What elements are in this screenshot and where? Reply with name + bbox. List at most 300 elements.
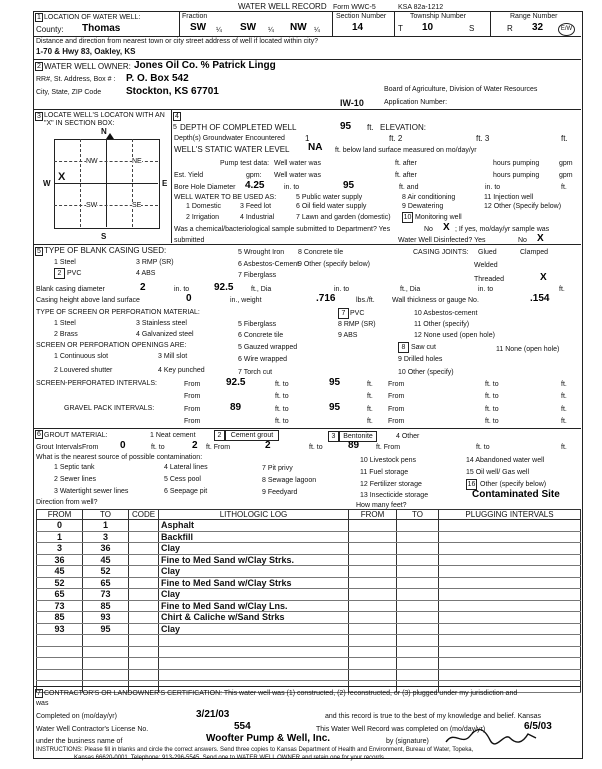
gpi-ft: ft. xyxy=(367,406,373,413)
section-6-marker: 6 xyxy=(35,430,43,439)
log-plug-to xyxy=(397,600,439,612)
yield-gpm: gpm: xyxy=(246,172,262,179)
log-header-plugging: PLUGGING INTERVALS xyxy=(439,510,581,520)
blank-in-to3: in. to xyxy=(478,286,494,293)
log-from xyxy=(37,658,83,670)
gw-ft: ft. xyxy=(561,134,568,143)
groundwater-label: Depth(s) Groundwater Encountered xyxy=(174,135,285,142)
log-code xyxy=(129,635,159,647)
use-3: 3 Feed lot xyxy=(240,203,272,210)
quarter-mark: ¼ xyxy=(314,27,320,34)
log-to: 36 xyxy=(83,543,129,555)
log-lithology: Chirt & Caliche w/Sand Strks xyxy=(159,612,349,624)
chem-label: Was a chemical/bacteriological sample submitted to Department? Yes xyxy=(174,226,391,233)
screen-label: TYPE OF SCREEN OR PERFORATION MATERIAL: xyxy=(36,309,200,316)
log-to xyxy=(83,658,129,670)
owner-value: Jones Oil Co. % Patrick Lingg xyxy=(134,60,276,71)
opening-11: 11 None (open hole) xyxy=(496,346,560,353)
business-label: under the business name of xyxy=(36,738,123,745)
depth-label: DEPTH OF COMPLETED WELL xyxy=(180,123,297,132)
use-8: 8 Air conditioning xyxy=(402,194,456,201)
source-9: 9 Feedyard xyxy=(262,489,298,496)
screen-9: 9 ABS xyxy=(338,332,358,339)
section-7-marker: 7 xyxy=(35,689,43,698)
openings-label: SCREEN OR PERFORATION OPENINGS ARE: xyxy=(36,342,187,349)
blank-ft-dia: ft., Dia xyxy=(251,286,272,293)
log-lithology: Clay xyxy=(159,543,349,555)
source-14: 14 Abandoned water well xyxy=(466,457,545,464)
spi-from2: From xyxy=(388,381,405,388)
wall-label: Wall thickness or gauge No. xyxy=(392,297,479,304)
fraction-2: SW xyxy=(240,22,257,33)
use-9: 9 Dewatering xyxy=(402,203,444,210)
log-lithology: Fine to Med Sand w/Clay Strks xyxy=(159,577,349,589)
log-code xyxy=(129,623,159,635)
log-plug-from xyxy=(349,566,397,578)
log-header-code: CODE xyxy=(129,510,159,520)
record-date: 6/5/03 xyxy=(524,721,552,732)
township-label: Township Number xyxy=(410,13,467,20)
log-plug-from xyxy=(349,577,397,589)
log-lithology xyxy=(159,658,349,670)
log-to: 3 xyxy=(83,531,129,543)
log-plug-from xyxy=(349,612,397,624)
blank-in-to: in. to xyxy=(174,286,190,293)
log-plug-to xyxy=(397,669,439,681)
log-code xyxy=(129,577,159,589)
contaminated-site: Contaminated Site xyxy=(472,489,560,500)
disinfected-label: Water Well Disinfected? Yes xyxy=(398,237,486,244)
source-3: 3 Watertight sewer lines xyxy=(54,488,129,495)
log-code xyxy=(129,612,159,624)
log-from: 93 xyxy=(37,623,83,635)
log-code xyxy=(129,658,159,670)
log-code xyxy=(129,543,159,555)
grout-from1: 0 xyxy=(120,440,126,451)
gpi-from2: From xyxy=(388,406,405,413)
board-text: Board of Agriculture, Division of Water Resources xyxy=(384,86,538,93)
blank-ft-dia2: ft., Dia xyxy=(400,286,421,293)
application-label: Application Number: xyxy=(384,99,448,106)
log-row xyxy=(37,566,581,578)
grout-cement: Cement grout xyxy=(225,430,279,441)
chem-x: X xyxy=(443,222,450,233)
opening-9: 9 Drilled holes xyxy=(398,356,443,363)
depth-value: 95 xyxy=(340,121,352,132)
log-plugging xyxy=(439,577,581,589)
bore-value: 4.25 xyxy=(245,180,265,191)
opening-6: 6 Wire wrapped xyxy=(238,356,288,363)
grout-ft-end: ft. xyxy=(561,444,567,451)
location-heading: LOCATION OF WATER WELL: xyxy=(44,14,141,21)
log-from: 45 xyxy=(37,566,83,578)
screen-6: 6 Concrete tile xyxy=(238,332,284,339)
log-plugging xyxy=(439,623,581,635)
screen-10: 10 Asbestos-cement xyxy=(414,310,478,317)
log-plug-to xyxy=(397,589,439,601)
iw-number: IW-10 xyxy=(340,98,364,108)
screen-pvc: PVC xyxy=(350,310,365,317)
use-5: 5 Public water supply xyxy=(296,194,363,201)
quarter-mark: ¼ xyxy=(216,27,222,34)
arrow-up-icon xyxy=(106,129,114,145)
section-box xyxy=(54,139,160,229)
use-10-label: Monitoring well xyxy=(415,214,462,221)
log-to: 95 xyxy=(83,623,129,635)
screen-intervals-label: SCREEN-PERFORATED INTERVALS: xyxy=(36,380,157,387)
source-11: 11 Fuel storage xyxy=(360,469,409,476)
log-from xyxy=(37,669,83,681)
log-plug-from xyxy=(349,600,397,612)
grout-ft-from2: ft. From xyxy=(376,444,401,451)
opening-10: 10 Other (specify) xyxy=(398,369,454,376)
log-from: 85 xyxy=(37,612,83,624)
log-plug-to xyxy=(397,658,439,670)
log-plug-to xyxy=(397,635,439,647)
yield-hours: hours pumping xyxy=(493,172,540,179)
log-row xyxy=(37,600,581,612)
log-plugging xyxy=(439,589,581,601)
log-code xyxy=(129,566,159,578)
spi-ft2: ft. xyxy=(561,381,567,388)
screen-11: 11 Other (specify) xyxy=(414,321,470,328)
fraction-1: SW xyxy=(190,22,207,33)
casing-4: 4 ABS xyxy=(136,270,156,277)
use-11: 11 Injection well xyxy=(484,194,534,201)
use-label: WELL WATER TO BE USED AS: xyxy=(174,194,277,201)
casing-2-box: 2 xyxy=(54,268,65,279)
blank-diameter: 2 xyxy=(140,282,146,293)
log-from: 0 xyxy=(37,520,83,532)
gravel-intervals-label: GRAVEL PACK INTERVALS: xyxy=(64,405,155,412)
log-to: 65 xyxy=(83,577,129,589)
gpi-to: 95 xyxy=(329,402,341,413)
source-1: 1 Septic tank xyxy=(54,464,95,471)
log-from xyxy=(37,635,83,647)
casing-3: 3 RMP (SR) xyxy=(136,259,174,266)
log-code xyxy=(129,520,159,532)
certification-text: CONTRACTOR'S OR LANDOWNER'S CERTIFICATION: This water well was (1) constructed, (2) reconstructed, or (3) plugged under my jurisdiction and xyxy=(44,690,518,697)
ksa-number: KSA 82a-1212 xyxy=(398,4,444,11)
casing-1: 1 Steel xyxy=(54,259,76,266)
casing-8: 8 Concrete tile xyxy=(298,249,344,256)
joints-clamped: Clamped xyxy=(520,249,549,256)
grout-from2: 2 xyxy=(265,440,271,451)
source-5: 5 Cess pool xyxy=(164,476,201,483)
log-lithology xyxy=(159,669,349,681)
screen-2: 2 Brass xyxy=(54,331,78,338)
log-plug-to xyxy=(397,577,439,589)
business-name: Woofter Pump & Well, Inc. xyxy=(206,733,331,744)
opening-saw-cut: Saw cut xyxy=(411,344,436,351)
casing-6: 6 Asbestos-Cement xyxy=(238,261,300,268)
bore-ft: ft. xyxy=(561,184,567,191)
section-3-marker: 3 xyxy=(35,112,43,121)
use-12: 12 Other (Specify below) xyxy=(484,203,562,210)
log-row xyxy=(37,554,581,566)
section-1-marker: 1 xyxy=(35,13,43,22)
grout-2-box: 2 xyxy=(214,430,225,441)
section-2-marker: 2 xyxy=(35,62,43,71)
source-16-box: 16 xyxy=(467,481,476,488)
grout-ft-to3: ft. to xyxy=(476,444,490,451)
completed-label: Completed on (mo/day/yr) xyxy=(36,713,117,720)
log-from: 36 xyxy=(37,554,83,566)
south-label: S xyxy=(101,232,107,241)
gpi-from-label: From xyxy=(184,406,201,413)
spi-from: 92.5 xyxy=(226,377,246,388)
instructions-line-2: Kansas 66620-0001. Telephone: 913-296-5545. Send one to WATER WELL OWNER and retain one for your records. xyxy=(74,755,386,761)
casing-label: TYPE OF BLANK CASING USED: xyxy=(44,246,167,255)
screen-3: 3 Stainless steel xyxy=(136,320,187,327)
pump-ft-after: ft. after xyxy=(395,160,417,167)
by-signature: by (signature) xyxy=(386,738,429,745)
log-plugging xyxy=(439,658,581,670)
township-s: S xyxy=(469,24,475,33)
log-plugging xyxy=(439,646,581,658)
yield-well-water: Well water was xyxy=(274,172,321,179)
log-plugging xyxy=(439,635,581,647)
log-plug-to xyxy=(397,646,439,658)
gpi-ft-to2: ft. to xyxy=(485,406,499,413)
log-lithology: Clay xyxy=(159,589,349,601)
log-plug-to xyxy=(397,566,439,578)
north-label: N xyxy=(101,127,107,136)
log-from: 73 xyxy=(37,600,83,612)
grout-4: 4 Other xyxy=(396,433,420,440)
height-label: Casing height above land surface xyxy=(36,297,140,304)
section-number-label: Section Number xyxy=(336,13,387,20)
log-plugging xyxy=(439,554,581,566)
gpi-ft-to4: ft. to xyxy=(485,418,499,425)
grout-from-label: From xyxy=(82,444,99,451)
log-row xyxy=(37,612,581,624)
elevation-label: ELEVATION: xyxy=(380,123,426,132)
log-plugging xyxy=(439,600,581,612)
use-2: 2 Irrigation xyxy=(186,214,220,221)
how-many-feet: How many feet? xyxy=(356,502,407,509)
log-to: 1 xyxy=(83,520,129,532)
spi-ft: ft. xyxy=(367,381,373,388)
log-to: 85 xyxy=(83,600,129,612)
opening-8-box: 8 xyxy=(398,342,409,353)
grout-to1: 2 xyxy=(192,440,198,451)
log-to xyxy=(83,669,129,681)
log-plug-from xyxy=(349,623,397,635)
log-plug-to xyxy=(397,623,439,635)
log-from: 3 xyxy=(37,543,83,555)
distance-label: Distance and direction from nearest town or city street address of well if located within city? xyxy=(36,38,319,45)
joints-welded: Welded xyxy=(474,262,498,269)
owner-label: WATER WELL OWNER: xyxy=(44,62,131,71)
log-plug-to xyxy=(397,531,439,543)
log-row xyxy=(37,577,581,589)
log-to xyxy=(83,635,129,647)
range-label: Range Number xyxy=(510,13,558,20)
spi-ft4: ft. xyxy=(561,393,567,400)
fraction-label: Fraction xyxy=(182,13,208,20)
west-label: W xyxy=(43,179,51,188)
static-label: WELL'S STATIC WATER LEVEL xyxy=(174,145,290,154)
screen-8: 8 RMP (SR) xyxy=(338,321,376,328)
log-code xyxy=(129,646,159,658)
log-plug-from xyxy=(349,635,397,647)
casing-pvc: PVC xyxy=(67,270,82,277)
gpi-ft3: ft. xyxy=(367,418,373,425)
log-header-from: FROM xyxy=(37,510,83,520)
log-plugging xyxy=(439,520,581,532)
log-plug-to xyxy=(397,612,439,624)
log-lithology: Clay xyxy=(159,566,349,578)
log-code xyxy=(129,554,159,566)
yield-label: Est. Yield xyxy=(174,172,204,179)
blank-ft: ft. xyxy=(559,286,565,293)
blank-label: Blank casing diameter xyxy=(36,286,105,293)
gpi-ft2: ft. xyxy=(561,406,567,413)
opening-1: 1 Continuous slot xyxy=(54,353,109,360)
nw-label: NW xyxy=(86,158,98,165)
log-from: 1 xyxy=(37,531,83,543)
log-code xyxy=(129,589,159,601)
log-plugging xyxy=(439,543,581,555)
log-lithology: Clay xyxy=(159,623,349,635)
gauge-value: .154 xyxy=(530,293,550,304)
gpi-ft4: ft. xyxy=(561,418,567,425)
log-to: 73 xyxy=(83,589,129,601)
casing-9: 9 Other (specify below) xyxy=(298,261,370,268)
log-plugging xyxy=(439,531,581,543)
east-label: E xyxy=(162,179,168,188)
blank-to: 92.5 xyxy=(214,282,234,293)
log-plug-from xyxy=(349,658,397,670)
instructions-line-1: INSTRUCTIONS: Please fill in blanks and circle the correct answers. Send three copies to Kansas Department of Health and Environment, Bureau of Water, Topeka, xyxy=(36,747,474,753)
casing-5: 5 Wrought Iron xyxy=(238,249,285,256)
yield-gpm2: gpm xyxy=(559,172,573,179)
log-row xyxy=(37,520,581,532)
spi-ft-to3: ft. to xyxy=(275,393,289,400)
submitted-label: submitted xyxy=(174,237,205,244)
gw-3: ft. 3 xyxy=(476,134,490,143)
static-tail: ft. below land surface measured on mo/day/yr xyxy=(335,147,477,154)
log-header-lithology: LITHOLOGIC LOG xyxy=(159,510,349,520)
log-row xyxy=(37,646,581,658)
use-7: 7 Lawn and garden (domestic) xyxy=(296,214,391,221)
range-number: 32 xyxy=(532,22,544,33)
log-row xyxy=(37,635,581,647)
log-row xyxy=(37,658,581,670)
bore-in-to: in. to xyxy=(284,184,300,191)
opening-3: 3 Mill slot xyxy=(158,353,188,360)
log-plug-to xyxy=(397,554,439,566)
grout-bentonite: Bentonite xyxy=(339,431,377,442)
log-from: 65 xyxy=(37,589,83,601)
spi-from3: From xyxy=(184,393,201,400)
use-1: 1 Domestic xyxy=(186,203,222,210)
log-plug-from xyxy=(349,589,397,601)
use-4: 4 Industrial xyxy=(240,214,275,221)
grout-ft-to: ft. to xyxy=(151,444,165,451)
source-2: 2 Sewer lines xyxy=(54,476,97,483)
grout-label: GROUT MATERIAL: xyxy=(44,432,108,439)
section-5-marker: 5 xyxy=(35,247,43,256)
height-weight: in., weight xyxy=(230,297,262,304)
pump-label: Pump test data: xyxy=(220,160,270,167)
street-value: P. O. Box 542 xyxy=(126,73,189,84)
pump-well-water: Well water was xyxy=(274,160,321,167)
log-code xyxy=(129,600,159,612)
disinfected-no: No xyxy=(518,237,527,244)
disinfected-x: X xyxy=(537,233,544,244)
gpi-from: 89 xyxy=(230,402,242,413)
use-10-box: 10 xyxy=(403,214,412,221)
section-4-marker: 4 xyxy=(173,112,181,121)
log-plugging xyxy=(439,612,581,624)
ne-label: NE xyxy=(132,158,142,165)
log-to: 93 xyxy=(83,612,129,624)
log-from: 52 xyxy=(37,577,83,589)
log-lithology xyxy=(159,646,349,658)
log-plug-from xyxy=(349,554,397,566)
pump-gpm: gpm xyxy=(559,160,573,167)
yield-ft-after: ft. after xyxy=(395,172,417,179)
spi-ft3: ft. xyxy=(367,393,373,400)
source-12: 12 Fertilizer storage xyxy=(360,481,422,488)
log-row xyxy=(37,543,581,555)
license-label: Water Well Contractor's License No. xyxy=(36,726,149,733)
source-6: 6 Seepage pit xyxy=(164,488,208,495)
log-row xyxy=(37,531,581,543)
locate-heading: LOCATE WELL'S LOCATON WITH AN "X" IN SECTION BOX: xyxy=(44,112,165,127)
direction-label: Direction from well? xyxy=(36,499,98,506)
bore-label: Bore Hole Diameter xyxy=(174,184,236,191)
screen-1: 1 Steel xyxy=(54,320,76,327)
log-to xyxy=(83,646,129,658)
source-13: 13 Insecticide storage xyxy=(360,492,429,499)
grout-1: 1 Neat cement xyxy=(150,432,196,439)
screen-4: 4 Galvanized steel xyxy=(136,331,194,338)
spi-from4: From xyxy=(388,393,405,400)
grout-ft-to2: ft. to xyxy=(309,444,323,451)
se-label: SE xyxy=(132,202,142,209)
source-4: 4 Lateral lines xyxy=(164,464,208,471)
true-text: and this record is true to the best of my knowledge and belief. Kansas xyxy=(325,713,541,720)
log-plug-from xyxy=(349,669,397,681)
certification-was: was xyxy=(36,700,49,707)
threaded-x: X xyxy=(540,272,547,283)
log-lithology: Backfill xyxy=(159,531,349,543)
weight-value: .716 xyxy=(316,293,336,304)
well-location-x: X xyxy=(58,171,66,183)
gpi-from4: From xyxy=(388,418,405,425)
source-7: 7 Pit privy xyxy=(262,465,293,472)
spi-to: 95 xyxy=(329,377,341,388)
log-plugging xyxy=(439,669,581,681)
source-15: 15 Oil well/ Gas well xyxy=(466,469,530,476)
joints-threaded: Threaded xyxy=(474,276,504,283)
casing-joints: CASING JOINTS: xyxy=(413,249,469,256)
log-code xyxy=(129,669,159,681)
city-value: Stockton, KS 67701 xyxy=(126,86,219,97)
casing-7: 7 Fiberglass xyxy=(238,272,277,279)
bore-ft-and: ft. and xyxy=(399,184,419,191)
log-row xyxy=(37,623,581,635)
township-number: 10 xyxy=(422,22,434,33)
form-number: Form WWC-5 xyxy=(333,4,376,11)
log-lithology: Fine to Med Sand w/Clay Strks. xyxy=(159,554,349,566)
record-text: This Water Well Record was completed on (mo/day/yr) xyxy=(316,726,486,733)
static-value: NA xyxy=(308,142,323,153)
source-16-label: Other (specify below) xyxy=(480,481,547,488)
